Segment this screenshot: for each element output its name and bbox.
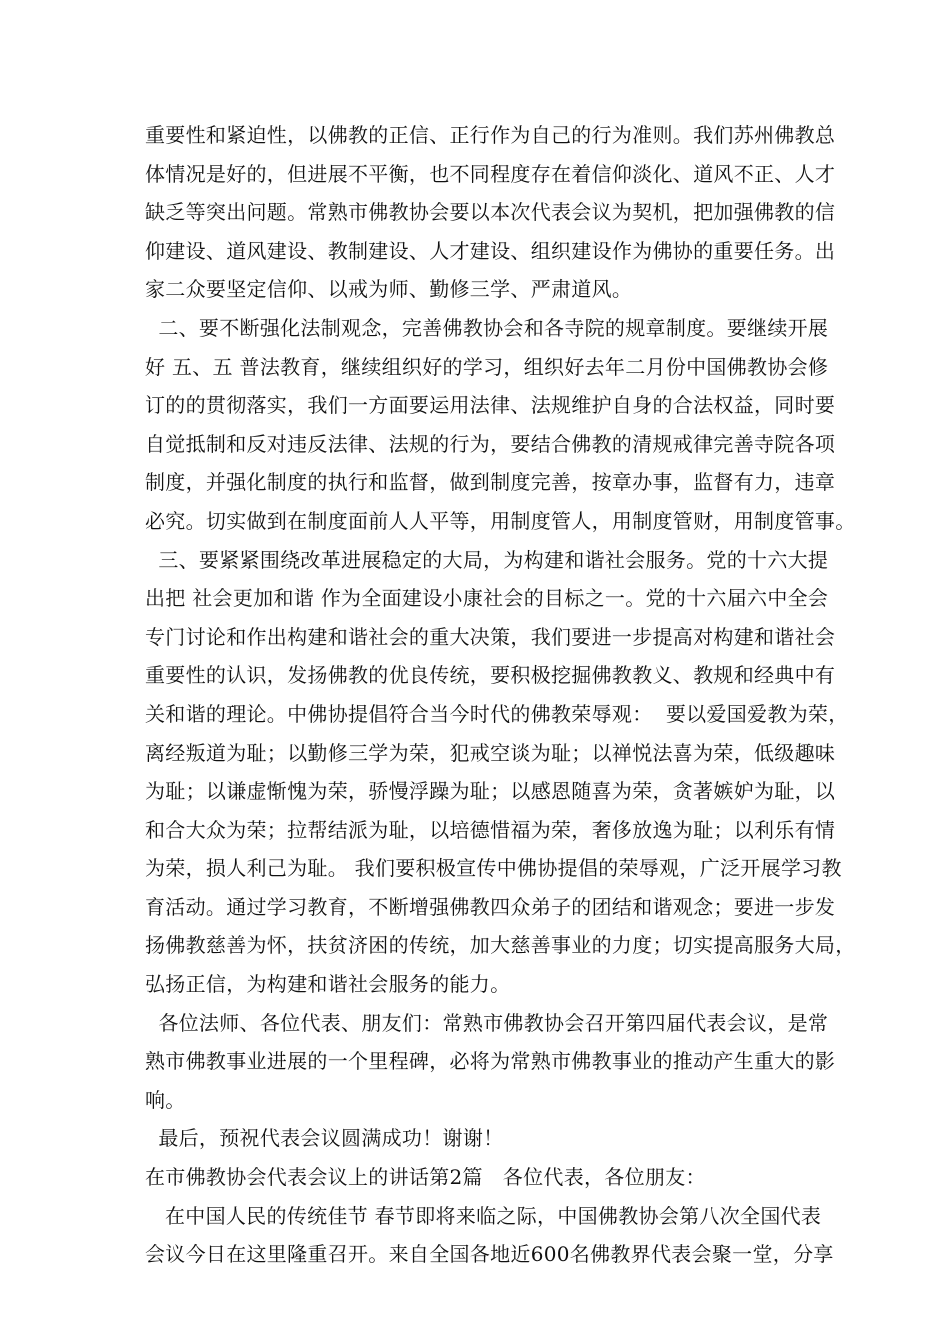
- text-line: 关和谐的理论。中佛协提倡符合当今时代的佛教荣辱观： 要以爱国爱教为荣，: [145, 701, 849, 726]
- text-line: 必究。切实做到在制度面前人人平等，用制度管人，用制度管财，用制度管事。: [145, 508, 856, 533]
- text-line: 熟市佛教事业进展的一个里程碑，必将为常熟市佛教事业的推动产生重大的影: [145, 1049, 836, 1074]
- text-line: 仰建设、道风建设、教制建设、人才建设、组织建设作为佛协的重要任务。出: [145, 238, 836, 263]
- text-line: 在市佛教协会代表会议上的讲话第2篇 各位代表，各位朋友：: [145, 1165, 706, 1190]
- text-line: 响。: [145, 1087, 186, 1112]
- text-line: 体情况是好的，但进展不平衡，也不同程度存在着信仰淡化、道风不正、人才: [145, 161, 836, 186]
- text-line: 离经叛道为耻；以勤修三学为荣，犯戒空谈为耻；以禅悦法喜为荣，低级趣味: [145, 740, 836, 765]
- text-line: 在中国人民的传统佳节 春节即将来临之际，中国佛教协会第八次全国代表: [145, 1203, 822, 1228]
- text-line: 自觉抵制和反对违反法律、法规的行为，要结合佛教的清规戒律完善寺院各项: [145, 431, 836, 456]
- text-line: 重要性的认识，发扬佛教的优良传统，要积极挖掘佛教教义、教规和经典中有: [145, 663, 836, 688]
- text-line: 缺乏等突出问题。常熟市佛教协会要以本次代表会议为契机，把加强佛教的信: [145, 200, 836, 225]
- text-line: 和合大众为荣；拉帮结派为耻，以培德惜福为荣，奢侈放逸为耻；以利乐有情: [145, 817, 836, 842]
- text-line: 为荣，损人利己为耻。 我们要积极宣传中佛协提倡的荣辱观，广泛开展学习教: [145, 856, 842, 881]
- text-line: 最后，预祝代表会议圆满成功！谢谢！: [145, 1126, 504, 1151]
- text-line: 三、要紧紧围绕改革进展稳定的大局，为构建和谐社会服务。党的十六大提: [145, 547, 829, 572]
- text-line: 会议今日在这里隆重召开。来自全国各地近600名佛教界代表会聚一堂，分享: [145, 1242, 834, 1267]
- text-line: 好 五、五 普法教育，继续组织好的学习，组织好去年二月份中国佛教协会修: [145, 354, 829, 379]
- text-line: 为耻；以谦虚惭愧为荣，骄慢浮躁为耻；以感恩随喜为荣，贪著嫉妒为耻，以: [145, 779, 836, 804]
- text-line: 二、要不断强化法制观念，完善佛教协会和各寺院的规章制度。要继续开展: [145, 315, 829, 340]
- text-line: 育活动。通过学习教育，不断增强佛教四众弟子的团结和谐观念；要进一步发: [145, 894, 836, 919]
- text-line: 扬佛教慈善为怀，扶贫济困的传统，加大慈善事业的力度；切实提高服务大局，: [145, 933, 856, 958]
- text-line: 专门讨论和作出构建和谐社会的重大决策，我们要进一步提高对构建和谐社会: [145, 624, 836, 649]
- text-line: 重要性和紧迫性，以佛教的正信、正行作为自己的行为准则。我们苏州佛教总: [145, 123, 836, 147]
- document-page: [145, 116, 856, 1274]
- text-line: 家二众要坚定信仰、以戒为师、勤修三学、严肃道风。: [145, 277, 633, 302]
- text-line: 各位法师、各位代表、朋友们：常熟市佛教协会召开第四届代表会议，是常: [145, 1010, 829, 1035]
- text-line: 出把 社会更加和谐 作为全面建设小康社会的目标之一。党的十六届六中全会: [145, 586, 829, 611]
- text-line: 弘扬正信，为构建和谐社会服务的能力。: [145, 972, 511, 997]
- text-line: 订的的贯彻落实，我们一方面要运用法律、法规维护自身的合法权益，同时要: [145, 393, 836, 418]
- text-line: 制度，并强化制度的执行和监督，做到制度完善，按章办事，监督有力，违章: [145, 470, 836, 495]
